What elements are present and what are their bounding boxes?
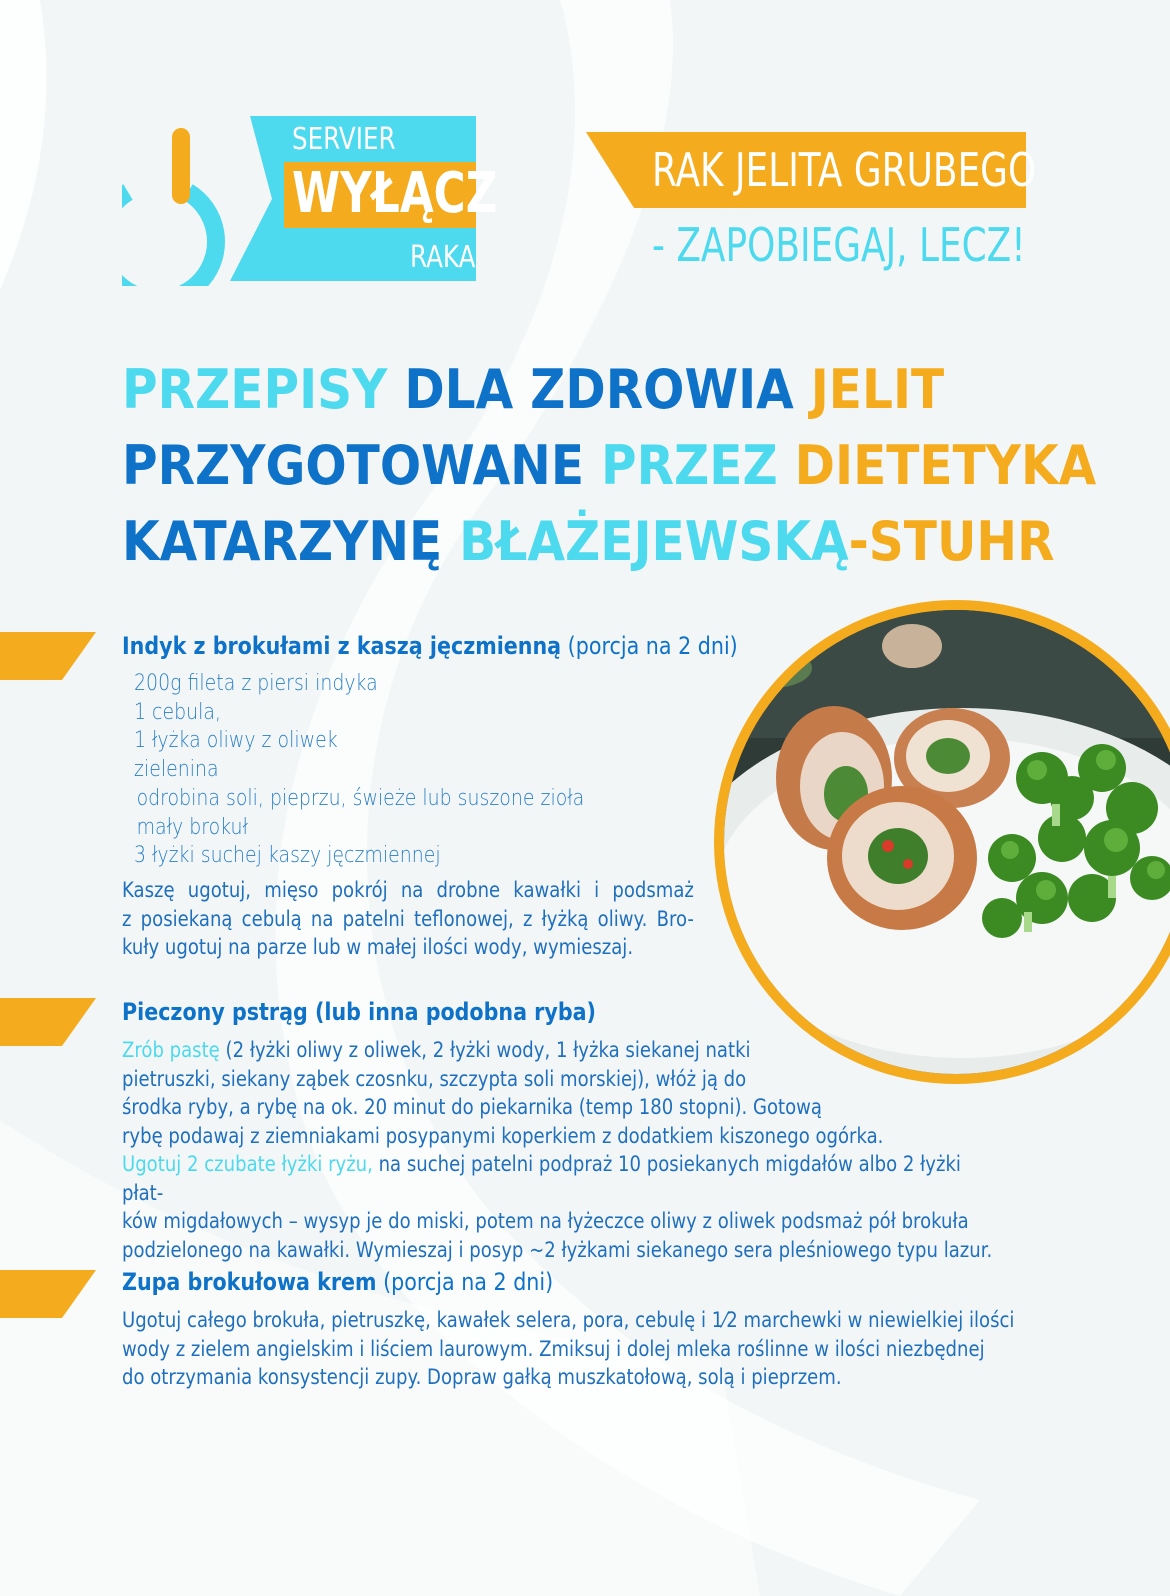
ingredient-item: 1 cebula, [134,699,221,725]
food-photo [712,598,1170,1088]
heading-word: PRZEZ [600,434,778,497]
recipe-title: Pieczony pstrąg (lub inna podobna ryba) [122,998,596,1026]
heading-word: PRZEPISY [122,358,388,421]
recipe-method: Ugotuj całego brokuła, pietruszkę, kawałek selera, pora, cebulę i 1⁄2 marchewki w niewielkiej ilości wody z zielem angielskim i liściem laurowym. Zmiksuj i dolej mleka roślinne w ilości niezbędnej do otrzymania konsystencji zupy. Dopraw gałką muszkatołową, solą i pieprzem. [122,1308,1015,1389]
logo-raka-text: RAKA [410,240,476,275]
ingredient-item: zielenina [134,757,219,783]
page-heading [122,352,1097,580]
ingredient-item: 3 łyżki suchej kaszy jęczmiennej [134,843,441,869]
ingredient-item: 1 łyżka oliwy z oliwek [134,728,338,754]
flag-marker-icon [0,632,100,682]
power-icon [122,128,216,286]
logo-servier-text: SERVIER [292,122,396,157]
ingredient-item: odrobina soli, pieprzu, świeże lub suszone zioła [136,785,585,811]
heading-word: KATARZYNĘ [122,510,443,573]
heading-word: PRZYGOTOWANE [122,434,585,497]
ingredient-item: mały brokuł [136,814,248,840]
heading-word: DIETETYKA [794,434,1097,497]
heading-word: -STUHR [848,510,1055,573]
recipe-method: Zrób pastę (2 łyżki oliwy z oliwek, 2 łyżki wody, 1 łyżka siekanej natki pietruszki, siekany ząbek czosnku, szczypta soli morskiej), włóż ją do środka ryby, a rybę na ok. 20 minut do piekarnika (temp 180 stopni). Gotową rybę podawaj z ziemniakami posypanymi koperkiem z dodatkiem kiszonego ogórka. Ugotuj 2 czubate łyżki ryżu, na suchej patelni podpraż 10 posiekanych migdałów albo 2 łyżki płat- ków migdałowych – wysyp je do miski, potem na łyżeczce oliwy z oliwek podsmaż pół brokuła podzielonego na kawałki. Wymieszaj i posyp ~2 łyżkami siekanego sera pleśniowego typu lazur. [122,1038,993,1262]
logo-wylacz-text: WYŁĄCZ [292,161,498,226]
campaign-subtitle: - ZAPOBIEGAJ, LECZ! [652,218,1026,272]
recipe-title: Indyk z brokułami z kaszą jęczmienną (porcja na 2 dni) [122,632,738,660]
heading-word: DLA ZDROWIA [404,358,794,421]
recipe-method: Kaszę ugotuj, mięso pokrój na drobne kawałki i podsmaż z posiekaną cebulą na patelni teflonowej, z łyżką oliwy. Bro- kuły ugotuj na parze lub w małej ilości wody, wymieszaj. [122,878,694,959]
ingredients-list [134,670,584,871]
recipe-title: Zupa brokułowa krem (porcja na 2 dni) [122,1268,554,1296]
flag-marker-icon [0,1270,100,1320]
flag-marker-icon [0,998,100,1048]
heading-word: BŁAŻEJEWSKĄ [459,510,849,573]
campaign-title: RAK JELITA GRUBEGO [652,143,1037,197]
heading-word: JELIT [810,358,945,421]
ingredient-item: 200g fileta z piersi indyka [134,671,378,696]
